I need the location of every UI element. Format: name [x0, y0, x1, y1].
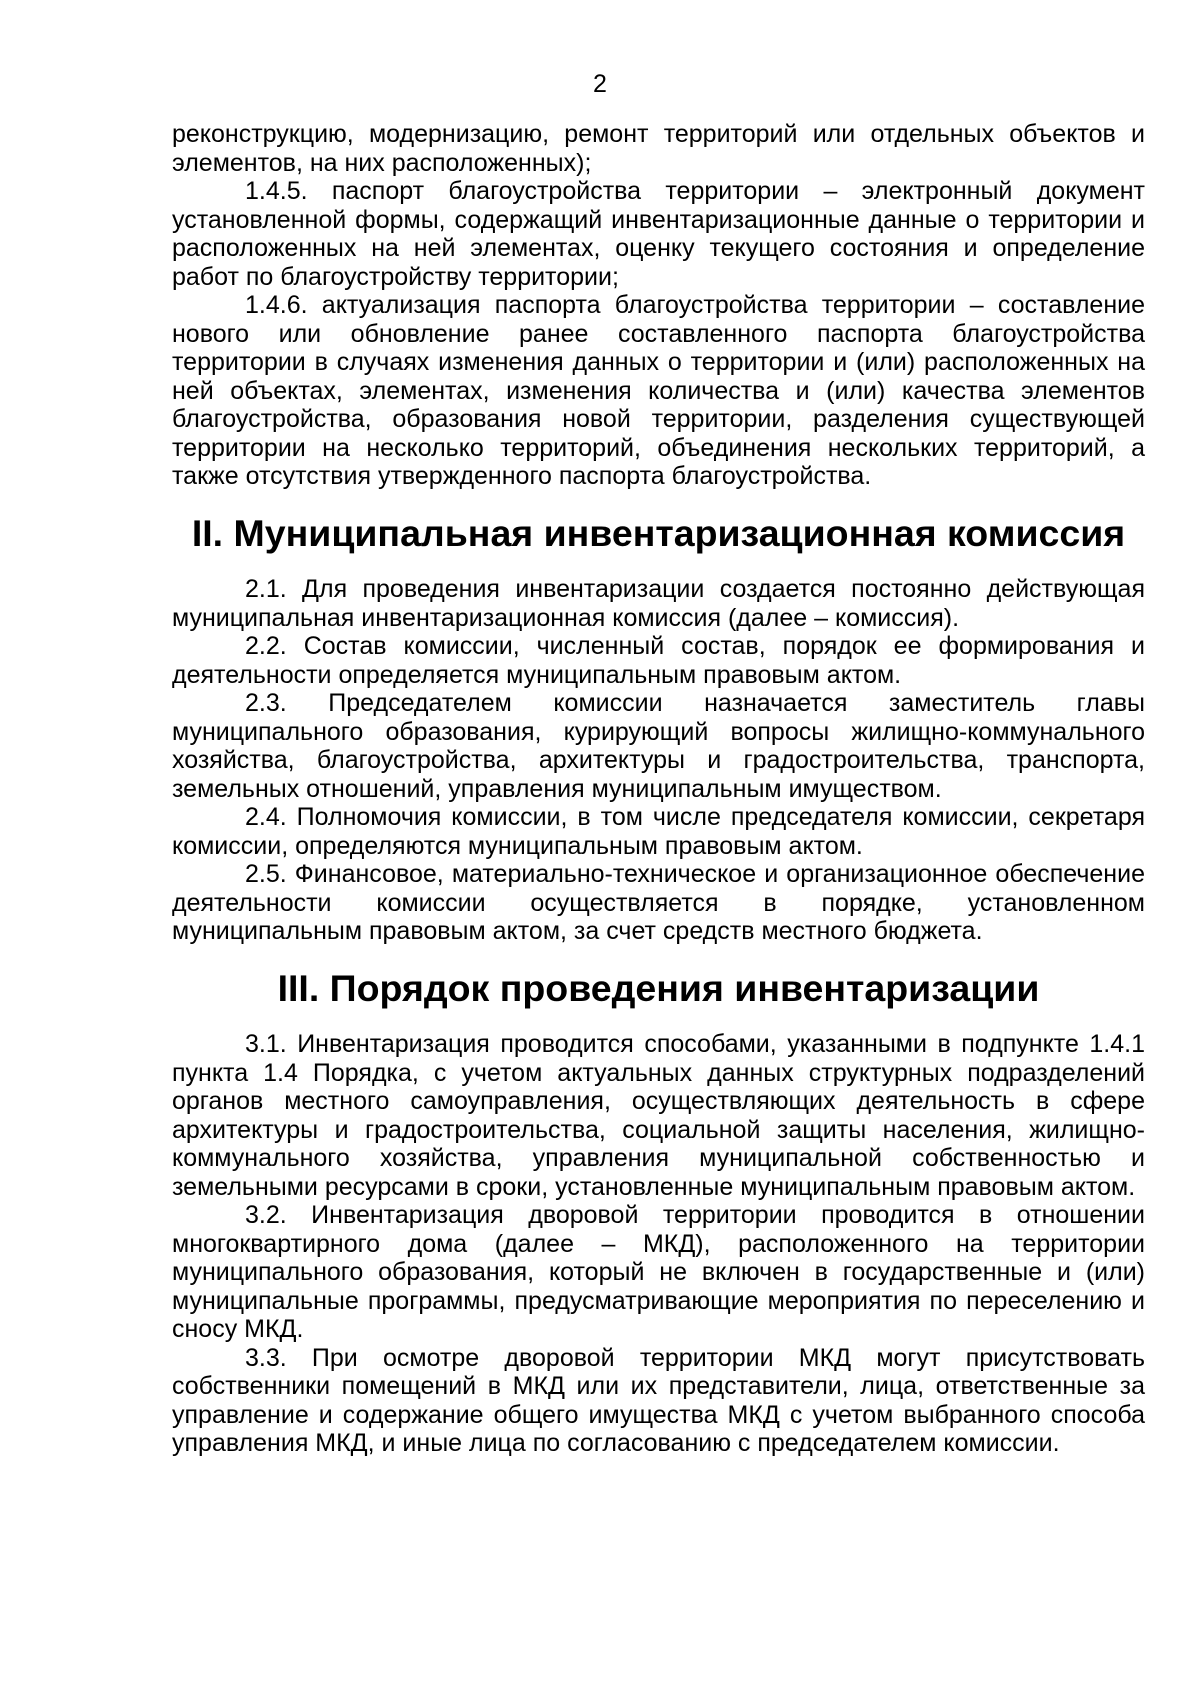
paragraph-2-5: 2.5. Финансовое, материально-техническое и организационное обеспечение деятельности комиссии осуществляется в порядке, установленном муниципальным правовым актом, за счет средств местного бюджета. — [172, 860, 1145, 945]
section-3-heading: III. Порядок проведения инвентаризации — [277, 966, 1040, 1009]
paragraph-continuation: реконструкцию, модернизацию, ремонт территорий или отдельных объектов и элементов, на них расположенных); — [172, 120, 1145, 177]
document-body — [172, 120, 1145, 1458]
paragraph-1-4-6: 1.4.6. актуализация паспорта благоустройства территории – составление нового или обновление ранее составленного паспорта благоустройства территории в случаях изменения данных о территории и (или) расположенных на ней объектах, элементах, изменения количества и (или) качества элементов благоустройства, образования новой территории, разделения существующей территории на несколько территорий, объединения нескольких территорий, а также отсутствия утвержденного паспорта благоустройства. — [172, 291, 1145, 490]
paragraph-2-4: 2.4. Полномочия комиссии, в том числе председателя комиссии, секретаря комиссии, определяются муниципальным правовым актом. — [172, 803, 1145, 860]
paragraph-2-1: 2.1. Для проведения инвентаризации создается постоянно действующая муниципальная инвентаризационная комиссия (далее – комиссия). — [172, 575, 1145, 632]
paragraph-2-2: 2.2. Состав комиссии, численный состав, порядок ее формирования и деятельности определяется муниципальным правовым актом. — [172, 632, 1145, 689]
paragraph-3-1: 3.1. Инвентаризация проводится способами, указанными в подпункте 1.4.1 пункта 1.4 Порядка, с учетом актуальных данных структурных подразделений органов местного самоуправления, осуществляющих деятельность в сфере архитектуры и градостроительства, социальной защиты населения, жилищно-коммунального хозяйства, управления муниципальной собственностью и земельными ресурсами в сроки, установленные муниципальным правовым актом. — [172, 1030, 1145, 1201]
paragraph-2-3: 2.3. Председателем комиссии назначается заместитель главы муниципального образования, курирующий вопросы жилищно-коммунального хозяйства, благоустройства, архитектуры и градостроительства, транспорта, земельных отношений, управления муниципальным имуществом. — [172, 689, 1145, 803]
section-2-heading: II. Муниципальная инвентаризационная комиссия — [191, 511, 1126, 554]
paragraph-1-4-5: 1.4.5. паспорт благоустройства территории – электронный документ установленной формы, содержащий инвентаризационные данные о территории и расположенных на ней элементах, оценку текущего состояния и определение работ по благоустройству территории; — [172, 177, 1145, 291]
page-number: 2 — [593, 70, 607, 98]
paragraph-3-2: 3.2. Инвентаризация дворовой территории проводится в отношении многоквартирного дома (далее – МКД), расположенного на территории муниципального образования, который не включен в государственные и (или) муниципальные программы, предусматривающие мероприятия по переселению и сносу МКД. — [172, 1201, 1145, 1343]
paragraph-3-3: 3.3. При осмотре дворовой территории МКД могут присутствовать собственники помещений в МКД или их представители, лица, ответственные за управление и содержание общего имущества МКД с учетом выбранного способа управления МКД, и иные лица по согласованию с председателем комиссии. — [172, 1343, 1145, 1457]
